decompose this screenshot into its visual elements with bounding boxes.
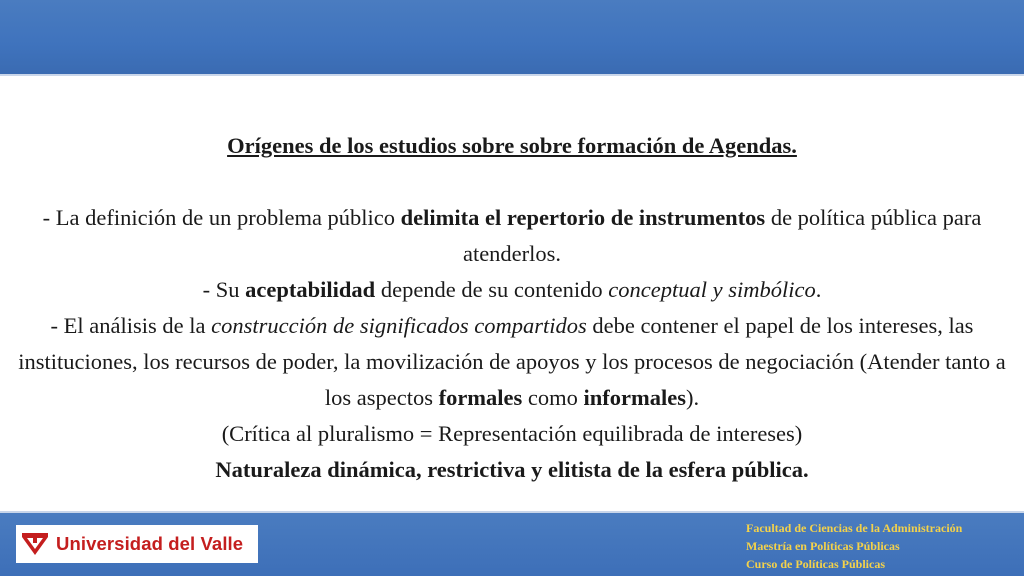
- header-band: [0, 0, 1024, 76]
- text-span: .: [815, 277, 822, 302]
- paragraph-acceptability: [14, 272, 1010, 308]
- text-span: depende de su contenido: [375, 277, 609, 302]
- paragraph-nature: Naturaleza dinámica, restrictiva y elitista de la esfera pública.: [215, 457, 809, 482]
- italic-text: conceptual y simbólico: [608, 277, 816, 302]
- paragraph-pluralism: (Crítica al pluralismo = Representación equilibrada de intereses): [221, 421, 803, 446]
- bold-text: formales: [438, 385, 523, 410]
- footer-line-faculty: Facultad de Ciencias de la Administración: [746, 521, 963, 535]
- footer-line-master: Maestría en Políticas Públicas: [746, 539, 900, 553]
- text-span: - La definición de un problema público: [42, 205, 401, 230]
- italic-text: construcción de significados compartidos: [211, 313, 587, 338]
- paragraph-definition: [14, 200, 1010, 272]
- paragraph-analysis: [14, 308, 1010, 416]
- slide-title: Orígenes de los estudios sobre sobre formación de Agendas.: [227, 133, 797, 158]
- text-span: ).: [686, 385, 700, 410]
- bold-text: aceptabilidad: [245, 277, 376, 302]
- spacer: [14, 164, 1010, 200]
- text-span: debe contener el papel de los intereses, las instituciones, los recursos de poder, la movilización de apoyos y los procesos de negociación (Atender tanto a los aspectos: [18, 313, 1006, 410]
- footer-line-course: Curso de Políticas Públicas: [746, 557, 886, 571]
- bold-text: informales: [583, 385, 687, 410]
- univalle-logo-icon: [20, 529, 50, 559]
- logo-text: Universidad del Valle: [56, 533, 244, 554]
- text-span: - Su: [202, 277, 246, 302]
- slide-content: [14, 128, 1010, 488]
- text-span: de política pública para atenderlos.: [462, 205, 982, 266]
- bold-text: delimita el repertorio de instrumentos: [400, 205, 766, 230]
- university-logo: [16, 525, 258, 563]
- footer-info: [746, 519, 962, 573]
- text-span: como: [522, 385, 584, 410]
- text-span: - El análisis de la: [50, 313, 212, 338]
